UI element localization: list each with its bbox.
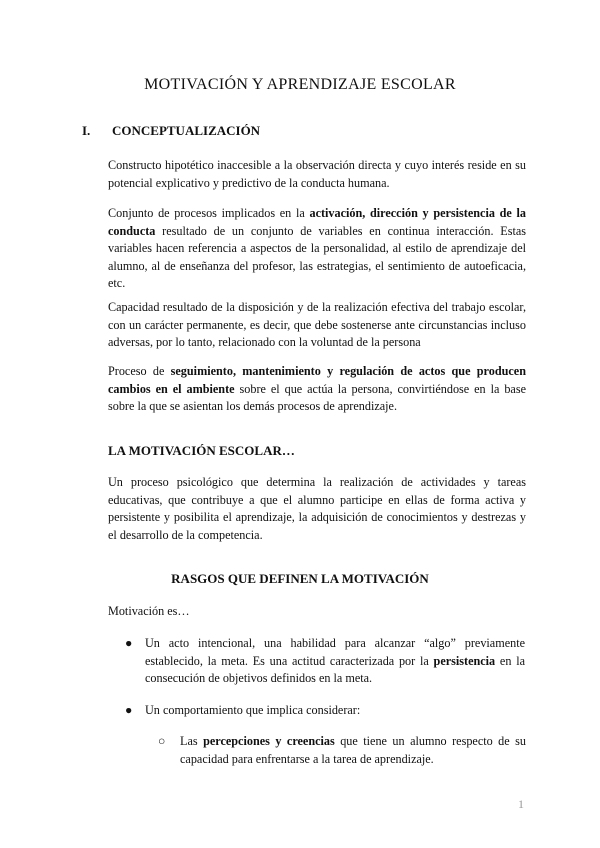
- bold-text: seguimiento, mantenimiento y regulación de actos que producen cambios en el ambiente: [108, 364, 526, 396]
- list-item-text-part: en la consecución de objetivos definidos en la meta.: [145, 653, 525, 685]
- list-item-text-part: Un acto intencional, una habilidad para alcanzar “algo” previamente establecido, la meta. Es una actitud caracterizada por la: [145, 636, 525, 668]
- sub-list-item-text: [180, 733, 526, 768]
- section-heading-conceptualizacion: [82, 123, 260, 139]
- sub-list-item-text-part: que tiene un alumno respecto de su capacidad para enfrentarse a la tarea de aprendizaje.: [180, 734, 526, 766]
- document-title: MOTIVACIÓN Y APRENDIZAJE ESCOLAR: [144, 76, 456, 93]
- paragraph-conjunto-procesos: [108, 205, 526, 293]
- circle-bullet-icon: ○: [158, 734, 166, 748]
- paragraph-proceso: [108, 363, 526, 416]
- section-heading-text: CONCEPTUALIZACIÓN: [112, 123, 261, 138]
- list-item-text: Un comportamiento que implica considerar:: [145, 703, 361, 717]
- paragraph-capacidad: Capacidad resultado de la disposición y de la realización efectiva del trabajo escolar, con un carácter permanente, es decir, que debe sostenerse ante circunstancias incluso adversas, por lo tanto, relacionado con la voluntad de la persona: [108, 300, 526, 349]
- section-number: I.: [82, 123, 91, 138]
- paragraph-text: sobre el que actúa la persona, convirtiéndose en la base sobre la que se asientan los demás procesos de aprendizaje.: [108, 381, 526, 413]
- bold-text: persistencia: [433, 653, 496, 668]
- section-heading-motivacion-escolar: LA MOTIVACIÓN ESCOLAR…: [108, 443, 295, 458]
- list-item: [125, 702, 525, 720]
- paragraph-motivacion-escolar: Un proceso psicológico que determina la realización de actividades y tareas educativas, que contribuye a que el alumno participe en ellas de forma activa y persistente y posibilita el aprendizaje, la adquisición de conocimientos y destrezas y el desarrollo de la competencia.: [108, 475, 526, 542]
- sub-list-item-text-part: Las: [180, 734, 204, 748]
- list-item-text: [145, 635, 525, 688]
- paragraph-text: resultado de un conjunto de variables en continua interacción. Estas variables hacen referencia a aspectos de la personalidad, al estilo de aprendizaje del alumno, al de enseñanza del profesor, las estrategias, el sentimiento de autoeficacia, etc.: [108, 223, 526, 290]
- paragraph-text: Conjunto de procesos implicados en la: [108, 206, 310, 220]
- paragraph-text: Proceso de: [108, 364, 171, 378]
- bullet-icon: ●: [125, 703, 133, 717]
- bold-text: percepciones y creencias: [203, 734, 335, 748]
- intro-motivacion-es: Motivación es…: [108, 604, 190, 618]
- bold-text: activación, dirección y persistencia de la conducta: [108, 206, 526, 238]
- section-heading-rasgos: RASGOS QUE DEFINEN LA MOTIVACIÓN: [171, 571, 429, 586]
- page-number: 1: [518, 797, 524, 811]
- list-item: [125, 635, 525, 688]
- bullet-icon: ●: [125, 636, 133, 650]
- sub-list-item: [158, 733, 526, 768]
- paragraph-constructo: Constructo hipotético inaccesible a la observación directa y cuyo interés reside en su potencial explicativo y predictivo de la conducta humana.: [108, 158, 526, 190]
